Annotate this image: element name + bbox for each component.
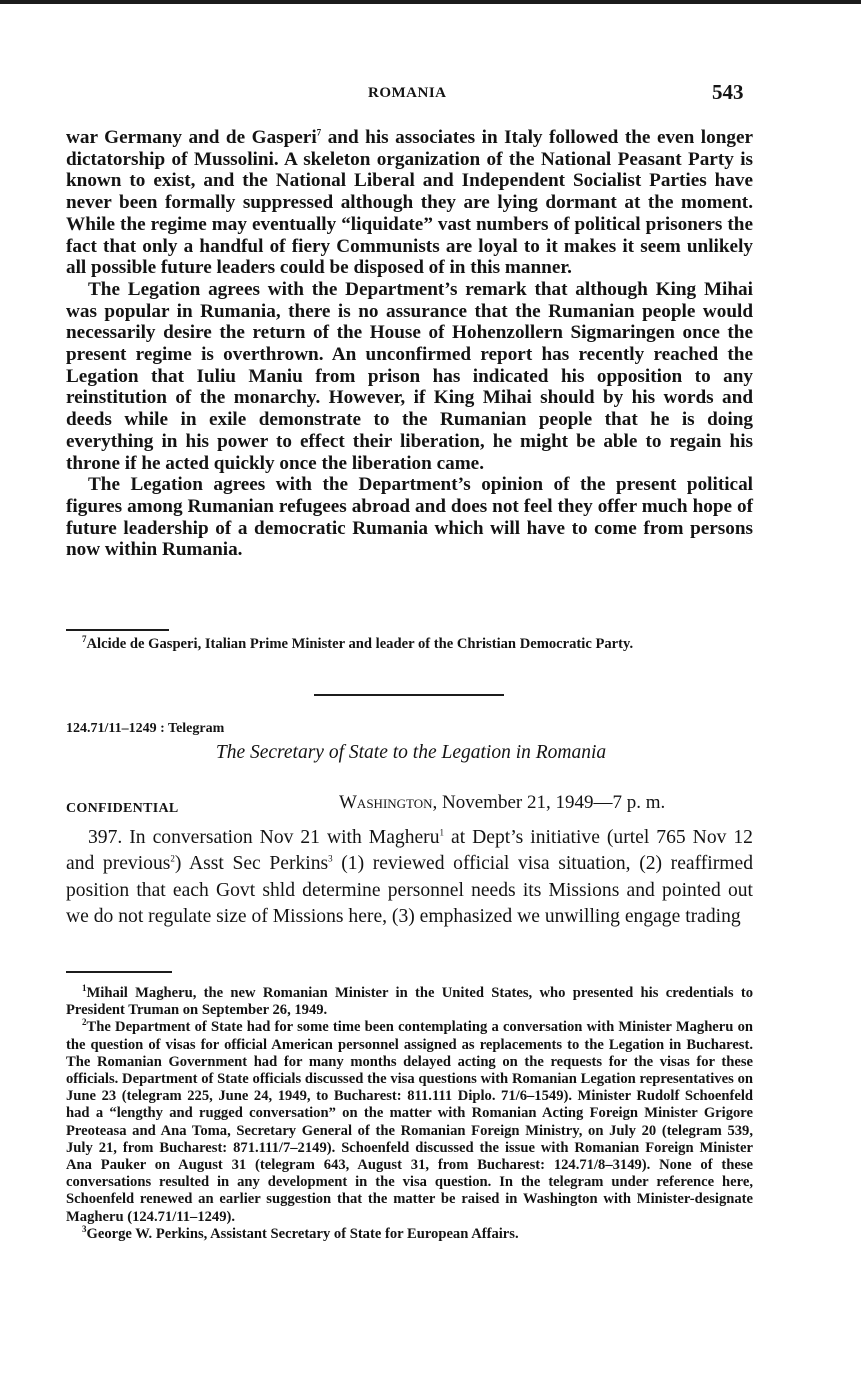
document-title: The Secretary of State to the Legation in Romania xyxy=(215,742,607,763)
section-divider xyxy=(314,694,504,696)
footnote-ref: 3 xyxy=(328,853,333,864)
footnote-3: $^3$George W. Perkins, Assistant Secretary of State for European Affairs. xyxy=(82,1223,519,1242)
footnote-marker: 7 xyxy=(82,634,87,645)
intro-text xyxy=(66,127,753,561)
telegram-text: 397. In conversation Nov 21 with Magheru$^1$ at Dept’s initiative (urtel 765 Nov 12 and previous$^2$) Asst Sec Perkins$^3$ (1) reviewed official visa situation, (2) reaffirmed position that each Govt shld determine personnel needs its Missions and pointed out we do not regulate size of Missions here, (3) emphasized we unwilling engage trading xyxy=(66,827,753,928)
footnote-ref: 2 xyxy=(170,853,175,864)
footnote-ref: 7 xyxy=(316,127,322,138)
footnote-rule xyxy=(66,629,169,631)
paragraph: The Legation agrees with the Department’s remark that although King Mihai was popular in Rumania, there is no assurance that the Rumanian people would necessarily desire the return of the House of Hohenzollern Sigmaringen once the present regime is overthrown. An unconfirmed report has recently reached the Legation that Iuliu Maniu from prison has indicated his opposition to any reinstitution of the monarchy. However, if King Mihai should by his words and deeds while in exile demonstrate to the Rumanian people that he is doing everything in his power to effect their liberation, he might be able to regain his throne if he acted quickly once the liberation came. xyxy=(66,278,753,474)
footnote-2: $^2$The Department of State had for some time been contemplating a conversation with Minister Magheru on the question of visas for official American personnel assigned as replacements to the Legation in Bucharest. The Romanian Government had for many months delayed acting on the requests for the visas for these officials. Department of State officials discussed the visa questions with Romanian Legation representatives on June 23 (telegram 225, June 24, 1949, to Bucharest: 811.111 Diplo. 71/6–1549). Minister Rudolf Schoenfeld had a “lengthy and rugged conversation” on the matter with Romanian Acting Foreign Minister Grigore Preoteasa and Ana Toma, Secretary General of the Romanian Foreign Ministry, on July 20 (telegram 539, July 21, from Bucharest: 871.111/7–2149). Schoenfeld discussed the issue with Romanian Foreign Minister Ana Pauker on August 31 (telegram 643, August 31, from Bucharest: 124.71/8–3149). None of these conversations resulted in any development in the visa question. In the telegram under reference here, Schoenfeld renewed an earlier suggestion that the matter be raised in Washington with Minister-designate Magheru (124.71/11–1249). xyxy=(66,1017,753,1225)
footnote-7: $^7$Alcide de Gasperi, Italian Prime Minister and leader of the Christian Democratic Party. xyxy=(82,634,634,652)
dateline-place: Washington xyxy=(339,792,433,813)
footnote-ref: 1 xyxy=(439,827,445,838)
paragraph: The Legation agrees with the Department’s opinion of the present political figures among Rumanian refugees abroad and does not feel they offer much hope of future leadership of a democratic Rumania which will have to come from persons now within Rumania. xyxy=(66,474,753,561)
dateline-date: , November 21, 1949—7 p. m. xyxy=(432,792,666,813)
file-number: 124.71/11–1249 : Telegram xyxy=(66,721,225,736)
page-number: 543 xyxy=(712,80,744,104)
top-border xyxy=(0,0,861,4)
footnote-rule xyxy=(66,971,172,973)
classification: CONFIDENTIAL xyxy=(66,801,179,816)
running-head xyxy=(0,80,861,110)
running-title: ROMANIA xyxy=(368,85,447,101)
footnote-1: $^1$Mihail Magheru, the new Romanian Minister in the United States, who presented his credentials to President Truman on September 26, 1949. xyxy=(66,983,753,1019)
paragraph-continued: war Germany and de Gasperi$^7$ and his associates in Italy followed the even longer dictatorship of Mussolini. A skeleton organization of the National Peasant Party is known to exist, and the National Liberal and Independent Socialist Parties have never been formally suppressed although they are lying dormant at the moment. While the regime may eventually “liquidate” vast numbers of political prisoners the fact that only a handful of fiery Communists are loyal to it makes it seem unlikely all possible future leaders could be disposed of in this manner. xyxy=(66,127,753,279)
footnotes-block xyxy=(66,985,753,1243)
dateline xyxy=(339,792,665,814)
